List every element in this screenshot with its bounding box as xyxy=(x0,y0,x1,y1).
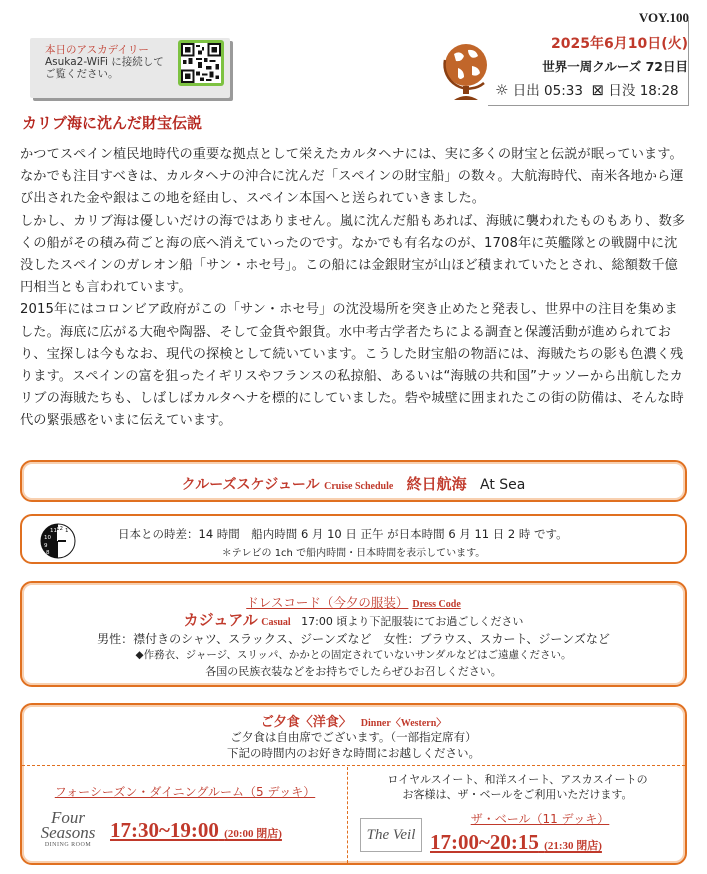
four-seasons-logo-line3: DINING ROOM xyxy=(44,842,92,848)
daily-title: 本日のアスカデイリー xyxy=(45,44,149,56)
clock-number: 8 xyxy=(46,550,50,556)
article-paragraph: かつてスペイン植民地時代の重要な拠点として栄えたカルタヘナには、実に多くの財宝と伝説が眠っています。なかでも注目すべきは、カルタヘナの沖合に沈んだ「スペインの財宝船」の数々。大航海時代、南米各地から運び出された金や銀はこの地を経由し、スペイン本国へと送られていきました。 xyxy=(20,147,684,207)
daily-note-2: ご覧ください。 xyxy=(45,68,119,80)
four-seasons-logo-line2: Seasons xyxy=(40,823,96,842)
article-title: カリブ海に沈んだ財宝伝説 xyxy=(22,114,203,132)
time-difference-box xyxy=(20,514,687,564)
daily-note-1: Asuka2-WiFi に接続して xyxy=(45,56,164,68)
clock-number: 9 xyxy=(44,543,48,549)
clock-number: 1 xyxy=(65,528,69,534)
dress-examples: 男性：襟付きのシャツ、スラックス、ジーンズなど 女性：ブラウス、スカート、ジーンズなど xyxy=(97,632,610,646)
schedule-status: 終日航海 xyxy=(406,475,467,493)
article-paragraph: 2015年にはコロンビア政府がこの「サン・ホセ号」の沈没場所を突き止めたと発表し、世界中の注目を集めました。海底に広がる大砲や陶器、そして金貨や銀貨。水中考古学者たちによる調査と保護活動が進められており、宝探しは今もなお、現代の探検として続いています。こうした財宝船の物語には、海賊たちの影も色濃く残ります。スペインの富を狙ったイギリスやフランスの私掠船、あるいは“海賊の共和国”ナッソーから出航したカリブの海賊たちも、しばしばカルタヘナを標的にしていました。砦や城壁に囲まれたこの街の防備は、そんな時代の緊張感をいまに伝えています。 xyxy=(20,302,684,429)
four-seasons-logo-line1: Four xyxy=(51,808,85,827)
sunrise-time: 日出 05:33 xyxy=(512,83,583,99)
schedule-status-en: At Sea xyxy=(480,477,526,493)
article-paragraph: しかし、カリブ海は優しいだけの海ではありません。嵐に沈んだ船もあれば、海賊に襲われたものもあり、数多くの船がその積み荷ごと海の底へ消えていったのです。なかでも有名なのが、1708年に英艦隊との戦闘中に沈没したスペインのガレオン船「サン・ホセ号」。この船には金銀財宝が山ほど積まれていたとされ、総額数千億円相当とも言われています。 xyxy=(20,213,686,296)
the-veil-time xyxy=(430,830,602,855)
date: 2025年6月10日(火) xyxy=(551,36,688,52)
clock-number: 11 xyxy=(50,528,57,534)
sunrise-icon: ☼ xyxy=(495,81,509,99)
dinner-seating: ご夕食は自由席でございます。（一部指定席有） xyxy=(230,730,477,744)
clock-number: 12 xyxy=(56,526,63,532)
the-veil-note xyxy=(355,772,680,802)
daily-info-text xyxy=(45,44,175,80)
article-body xyxy=(20,144,688,433)
clock-number: 10 xyxy=(44,535,51,541)
qr-code-icon[interactable] xyxy=(178,40,224,86)
dress-restrictions: ◆作務衣、ジャージ、スリッパ、かかとの固定されていないサンダルなどはご遠慮ください。 xyxy=(135,649,572,661)
dinner-title-row xyxy=(22,711,685,730)
the-veil-note-2: お客様は、ザ・ベールをご利用いただけます。 xyxy=(402,788,633,801)
the-veil-close: (21:30 閉店) xyxy=(544,840,602,852)
cruise-schedule-box xyxy=(20,460,687,502)
clock-icon xyxy=(36,522,80,560)
dress-code-title-en: Dress Code xyxy=(412,599,461,610)
dress-code-row xyxy=(22,609,685,630)
the-veil-note-1: ロイヤルスイート、和洋スイート、アスカスイートの xyxy=(387,773,648,786)
dress-code-title: ドレスコード（今夕の服装） xyxy=(246,595,409,610)
the-veil-name: ザ・ベール（11 デッキ） xyxy=(470,812,610,826)
four-seasons-close: (20:00 閉店) xyxy=(224,828,282,840)
schedule-label-en: Cruise Schedule xyxy=(324,481,394,492)
schedule-label: クルーズスケジュール xyxy=(181,477,320,493)
sunset-icon: ⊠ xyxy=(591,81,605,99)
national-costume-note: 各国の民族衣装などをお持ちでしたらぜひお召しください。 xyxy=(205,665,502,678)
sun-times xyxy=(495,79,690,99)
voyage-number: VOY.100 xyxy=(638,10,689,25)
the-veil-logo: The Veil xyxy=(360,818,422,852)
dress-code-en: Casual xyxy=(261,617,291,628)
time-difference-text: 日本との時差：14 時間 船内時間 6 月 10 日 正午 が日本時間 6 月 11 日 2 時 です。 xyxy=(118,527,568,541)
dress-code: カジュアル xyxy=(183,611,258,629)
dinner-title-en: Dinner〈Western〉 xyxy=(360,718,447,729)
four-seasons-name: フォーシーズン・ダイニングルーム（5 デッキ） xyxy=(54,785,316,799)
voyage-day: 世界一周クルーズ 72日目 xyxy=(542,59,688,74)
dinner-title: ご夕食〈洋食〉 xyxy=(260,715,352,730)
the-veil-hours: 17:00~20:15 xyxy=(430,830,539,854)
dinner-column-divider xyxy=(347,767,348,863)
dinner-divider xyxy=(22,765,685,766)
dinner-instruction: 下記の時間内のお好きな時間にお越しください。 xyxy=(227,746,480,760)
four-seasons-hours: 17:30~19:00 xyxy=(110,818,219,842)
four-seasons-logo xyxy=(34,810,102,848)
dress-time-note: 17:00 頃より下記服装にてお過ごしください xyxy=(301,615,524,628)
four-seasons-time xyxy=(110,818,282,843)
dress-code-box xyxy=(20,581,687,687)
tv-channel-note: ＊テレビの 1ch で船内時間・日本時間を表示しています。 xyxy=(221,548,486,559)
sunset-time: 日没 18:28 xyxy=(608,83,679,99)
